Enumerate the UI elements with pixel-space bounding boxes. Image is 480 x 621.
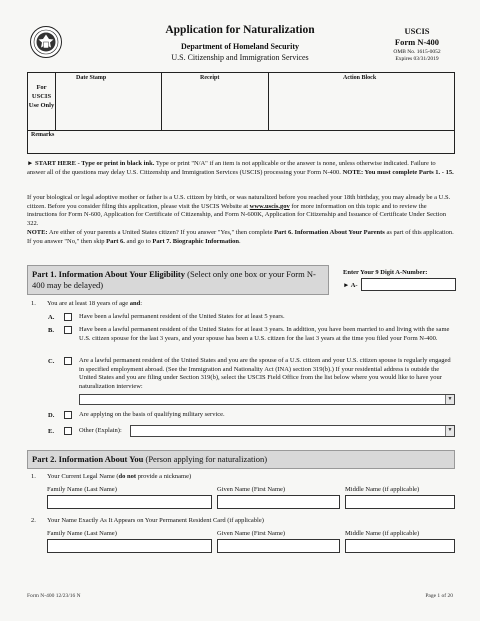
- for-uscis-use-only-label: For USCIS Use Only: [28, 84, 55, 109]
- form-edition-footer: Form N-400 12/23/16 N: [27, 593, 81, 599]
- prc-middle-name-input[interactable]: [345, 539, 455, 553]
- option-c-letter: C.: [48, 358, 55, 365]
- option-c-checkbox[interactable]: [64, 357, 72, 365]
- p2-q1-number: 1.: [31, 473, 36, 480]
- a-number-label: Enter Your 9 Digit A-Number:: [343, 269, 428, 276]
- option-b-checkbox[interactable]: [64, 326, 72, 334]
- action-block-label: Action Block: [343, 75, 377, 81]
- current-middle-name-input[interactable]: [345, 495, 455, 509]
- start-here-instructions: ► START HERE - Type or print in black ink. Type or print "N/A" if an item is not applicable or the answer is none, unless otherwise indicated. Failure to answer all of the questions may delay U.S. Citizenship and Immigration Services (USCIS) processing your Form N-400. NOTE: You must complete Parts 1. - 15.: [27, 160, 454, 176]
- p2-q2-text: Your Name Exactly As It Appears on Your Permanent Resident Card (if applicable): [47, 517, 264, 524]
- page-number-footer: Page 1 of 20: [425, 593, 453, 599]
- receipt-label: Receipt: [200, 75, 220, 81]
- middle-name-label: Middle Name (if applicable): [345, 530, 420, 537]
- option-b-text: Have been a lawful permanent resident of the United States for at least 3 years. In addition, you have been married to and living with the same U.S. citizen spouse for the last 3 years, and your spouse has been a U.S. citizen for the last 3 years at the time you filed your Form N-400.: [79, 326, 450, 342]
- agency-name: U.S. Citizenship and Immigration Services: [171, 53, 309, 62]
- p1-q1-text: You are at least 18 years of age and:: [47, 300, 143, 307]
- given-name-label: Given Name (First Name): [217, 486, 286, 493]
- option-e-text: Other (Explain):: [79, 427, 122, 434]
- option-a-checkbox[interactable]: [64, 313, 72, 321]
- department-name: Department of Homeland Security: [181, 42, 299, 51]
- part2-header: Part 2. Information About You (Person applying for naturalization): [27, 450, 455, 469]
- option-a-text: Have been a lawful permanent resident of the United States for at least 5 years.: [79, 313, 285, 320]
- a-number-input[interactable]: [361, 278, 456, 291]
- given-name-label: Given Name (First Name): [217, 530, 286, 537]
- chevron-down-icon[interactable]: ▼: [445, 395, 454, 404]
- option-a-letter: A.: [48, 314, 55, 321]
- family-name-label: Family Name (Last Name): [47, 530, 117, 537]
- prc-family-name-input[interactable]: [47, 539, 212, 553]
- citizenship-info-paragraph: If your biological or legal adoptive mother or father is a U.S. citizen by birth, or was naturalized before you reached your 18th birthday, you may already be a U.S. citizen. Before you consider filing this application, please visit the USCIS Website at www.uscis.gov for more information on this topic and to review the instructions for Form N-600, Application for Certificate of Citizenship, and Form N-600K, Application for Citizenship and Issuance of Certificate Under Section 322.: [27, 194, 451, 227]
- option-c-text: Are a lawful permanent resident of the United States and you are the spouse of a U.S. citizen and your U.S. citizen spouse is regularly engaged in specified employment abroad. (See the Immigration and Nationality Act (INA) section 319(b).) If your residential address is outside the United States and you are filing under Section 319(b), select the USCIS Field Office from the list below where you would like to have your naturalization interview:: [79, 357, 451, 390]
- part1-header: Part 1. Information About Your Eligibility (Select only one box or your Form N-400 may be delayed): [27, 265, 329, 295]
- uscis-field-office-dropdown[interactable]: [79, 394, 455, 405]
- option-e-letter: E.: [48, 428, 54, 435]
- a-number-prefix: ► A-: [343, 282, 358, 289]
- form-title: Application for Naturalization: [165, 24, 315, 36]
- current-family-name-input[interactable]: [47, 495, 212, 509]
- middle-name-label: Middle Name (if applicable): [345, 486, 420, 493]
- option-d-letter: D.: [48, 412, 55, 419]
- prc-given-name-input[interactable]: [217, 539, 340, 553]
- option-d-checkbox[interactable]: [64, 411, 72, 419]
- other-explain-dropdown[interactable]: [130, 425, 455, 437]
- uscis-website-link[interactable]: www.uscis.gov: [249, 202, 290, 210]
- family-name-label: Family Name (Last Name): [47, 486, 117, 493]
- p1-q1-number: 1.: [31, 300, 36, 307]
- option-e-checkbox[interactable]: [64, 427, 72, 435]
- p2-q1-text: Your Current Legal Name (do not provide a nickname): [47, 473, 192, 480]
- option-b-letter: B.: [48, 327, 54, 334]
- date-stamp-label: Date Stamp: [76, 75, 107, 81]
- parents-note: NOTE: Are either of your parents a United States citizen? If you answer "Yes," then complete Part 6. Information About Your Parents as part of this application. If you answer "No," then skip Part 6. and go to Part 7. Biographic Information.: [27, 229, 454, 245]
- p2-q2-number: 2.: [31, 517, 36, 524]
- expiration-date: Expires 03/31/2019: [395, 56, 439, 62]
- form-id-block: [382, 26, 452, 62]
- omb-number: OMB No. 1615-0052: [393, 49, 441, 55]
- agency-abbrev: USCIS: [404, 26, 430, 36]
- remarks-label: Remarks: [31, 132, 55, 138]
- chevron-down-icon[interactable]: ▼: [445, 426, 454, 436]
- option-d-text: Are applying on the basis of qualifying military service.: [79, 411, 225, 418]
- current-given-name-input[interactable]: [217, 495, 340, 509]
- form-number: Form N-400: [394, 37, 440, 47]
- office-use-table: [27, 72, 455, 154]
